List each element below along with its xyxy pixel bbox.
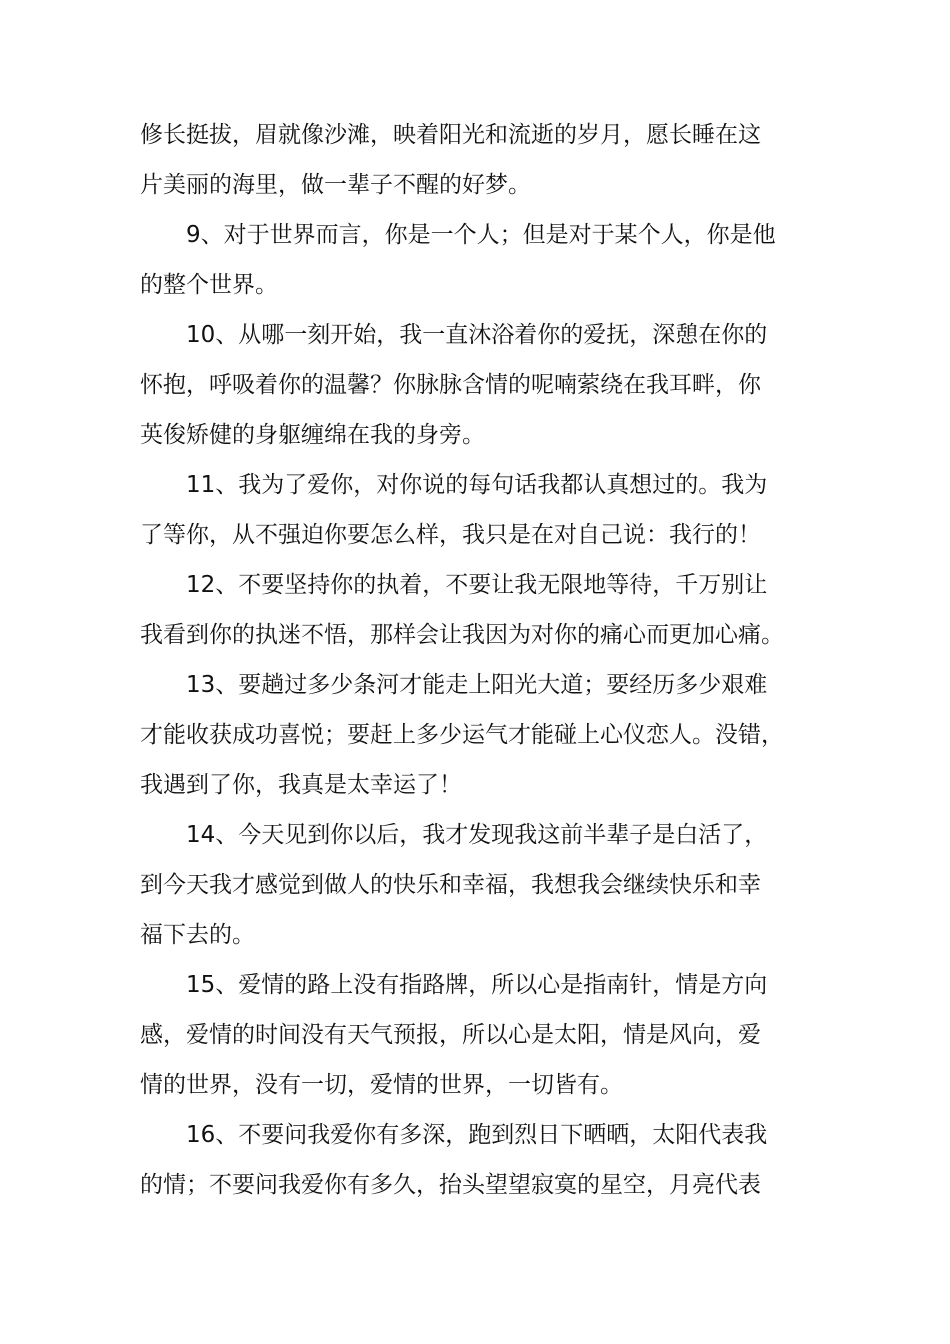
text-line: 才能收获成功喜悦；要赶上多少运气才能碰上心仪恋人。没错， (140, 722, 784, 748)
paragraph-first-line: 10、从哪一刻开始，我一直沐浴着你的爱抚，深憩在你的 (186, 322, 768, 348)
paragraph-first-line: 12、不要坚持你的执着，不要让我无限地等待，千万别让 (186, 572, 768, 598)
text-line: 怀抱，呼吸着你的温馨？你脉脉含情的呢喃萦绕在我耳畔，你 (140, 372, 761, 398)
text-line: 的整个世界。 (140, 272, 278, 298)
paragraph-first-line: 9、对于世界而言，你是一个人；但是对于某个人，你是他 (186, 222, 776, 248)
paragraph-first-line: 14、今天见到你以后，我才发现我这前半辈子是白活了， (186, 822, 768, 848)
text-line: 修长挺拔，眉就像沙滩，映着阳光和流逝的岁月，愿长睡在这 (140, 122, 761, 148)
text-line: 情的世界，没有一切，爱情的世界，一切皆有。 (140, 1072, 623, 1098)
text-line: 我看到你的执迷不悟，那样会让我因为对你的痛心而更加心痛。 (140, 622, 784, 648)
paragraph-first-line: 11、我为了爱你，对你说的每句话我都认真想过的。我为 (186, 472, 768, 498)
text-line: 福下去的。 (140, 922, 255, 948)
paragraph-first-line: 13、要趟过多少条河才能走上阳光大道；要经历多少艰难 (186, 672, 768, 698)
paragraph-first-line: 16、不要问我爱你有多深，跑到烈日下晒晒，太阳代表我 (186, 1122, 768, 1148)
text-line: 片美丽的海里，做一辈子不醒的好梦。 (140, 172, 531, 198)
text-line: 的情；不要问我爱你有多久，抬头望望寂寞的星空，月亮代表 (140, 1172, 761, 1198)
text-line: 到今天我才感觉到做人的快乐和幸福，我想我会继续快乐和幸 (140, 872, 761, 898)
text-line: 感，爱情的时间没有天气预报，所以心是太阳，情是风向，爱 (140, 1022, 761, 1048)
paragraph-first-line: 15、爱情的路上没有指路牌，所以心是指南针，情是方向 (186, 972, 768, 998)
text-line: 我遇到了你，我真是太幸运了！ (140, 772, 462, 798)
text-line: 英俊矫健的身躯缠绵在我的身旁。 (140, 422, 485, 448)
text-line: 了等你，从不强迫你要怎么样，我只是在对自己说：我行的！ (140, 522, 761, 548)
